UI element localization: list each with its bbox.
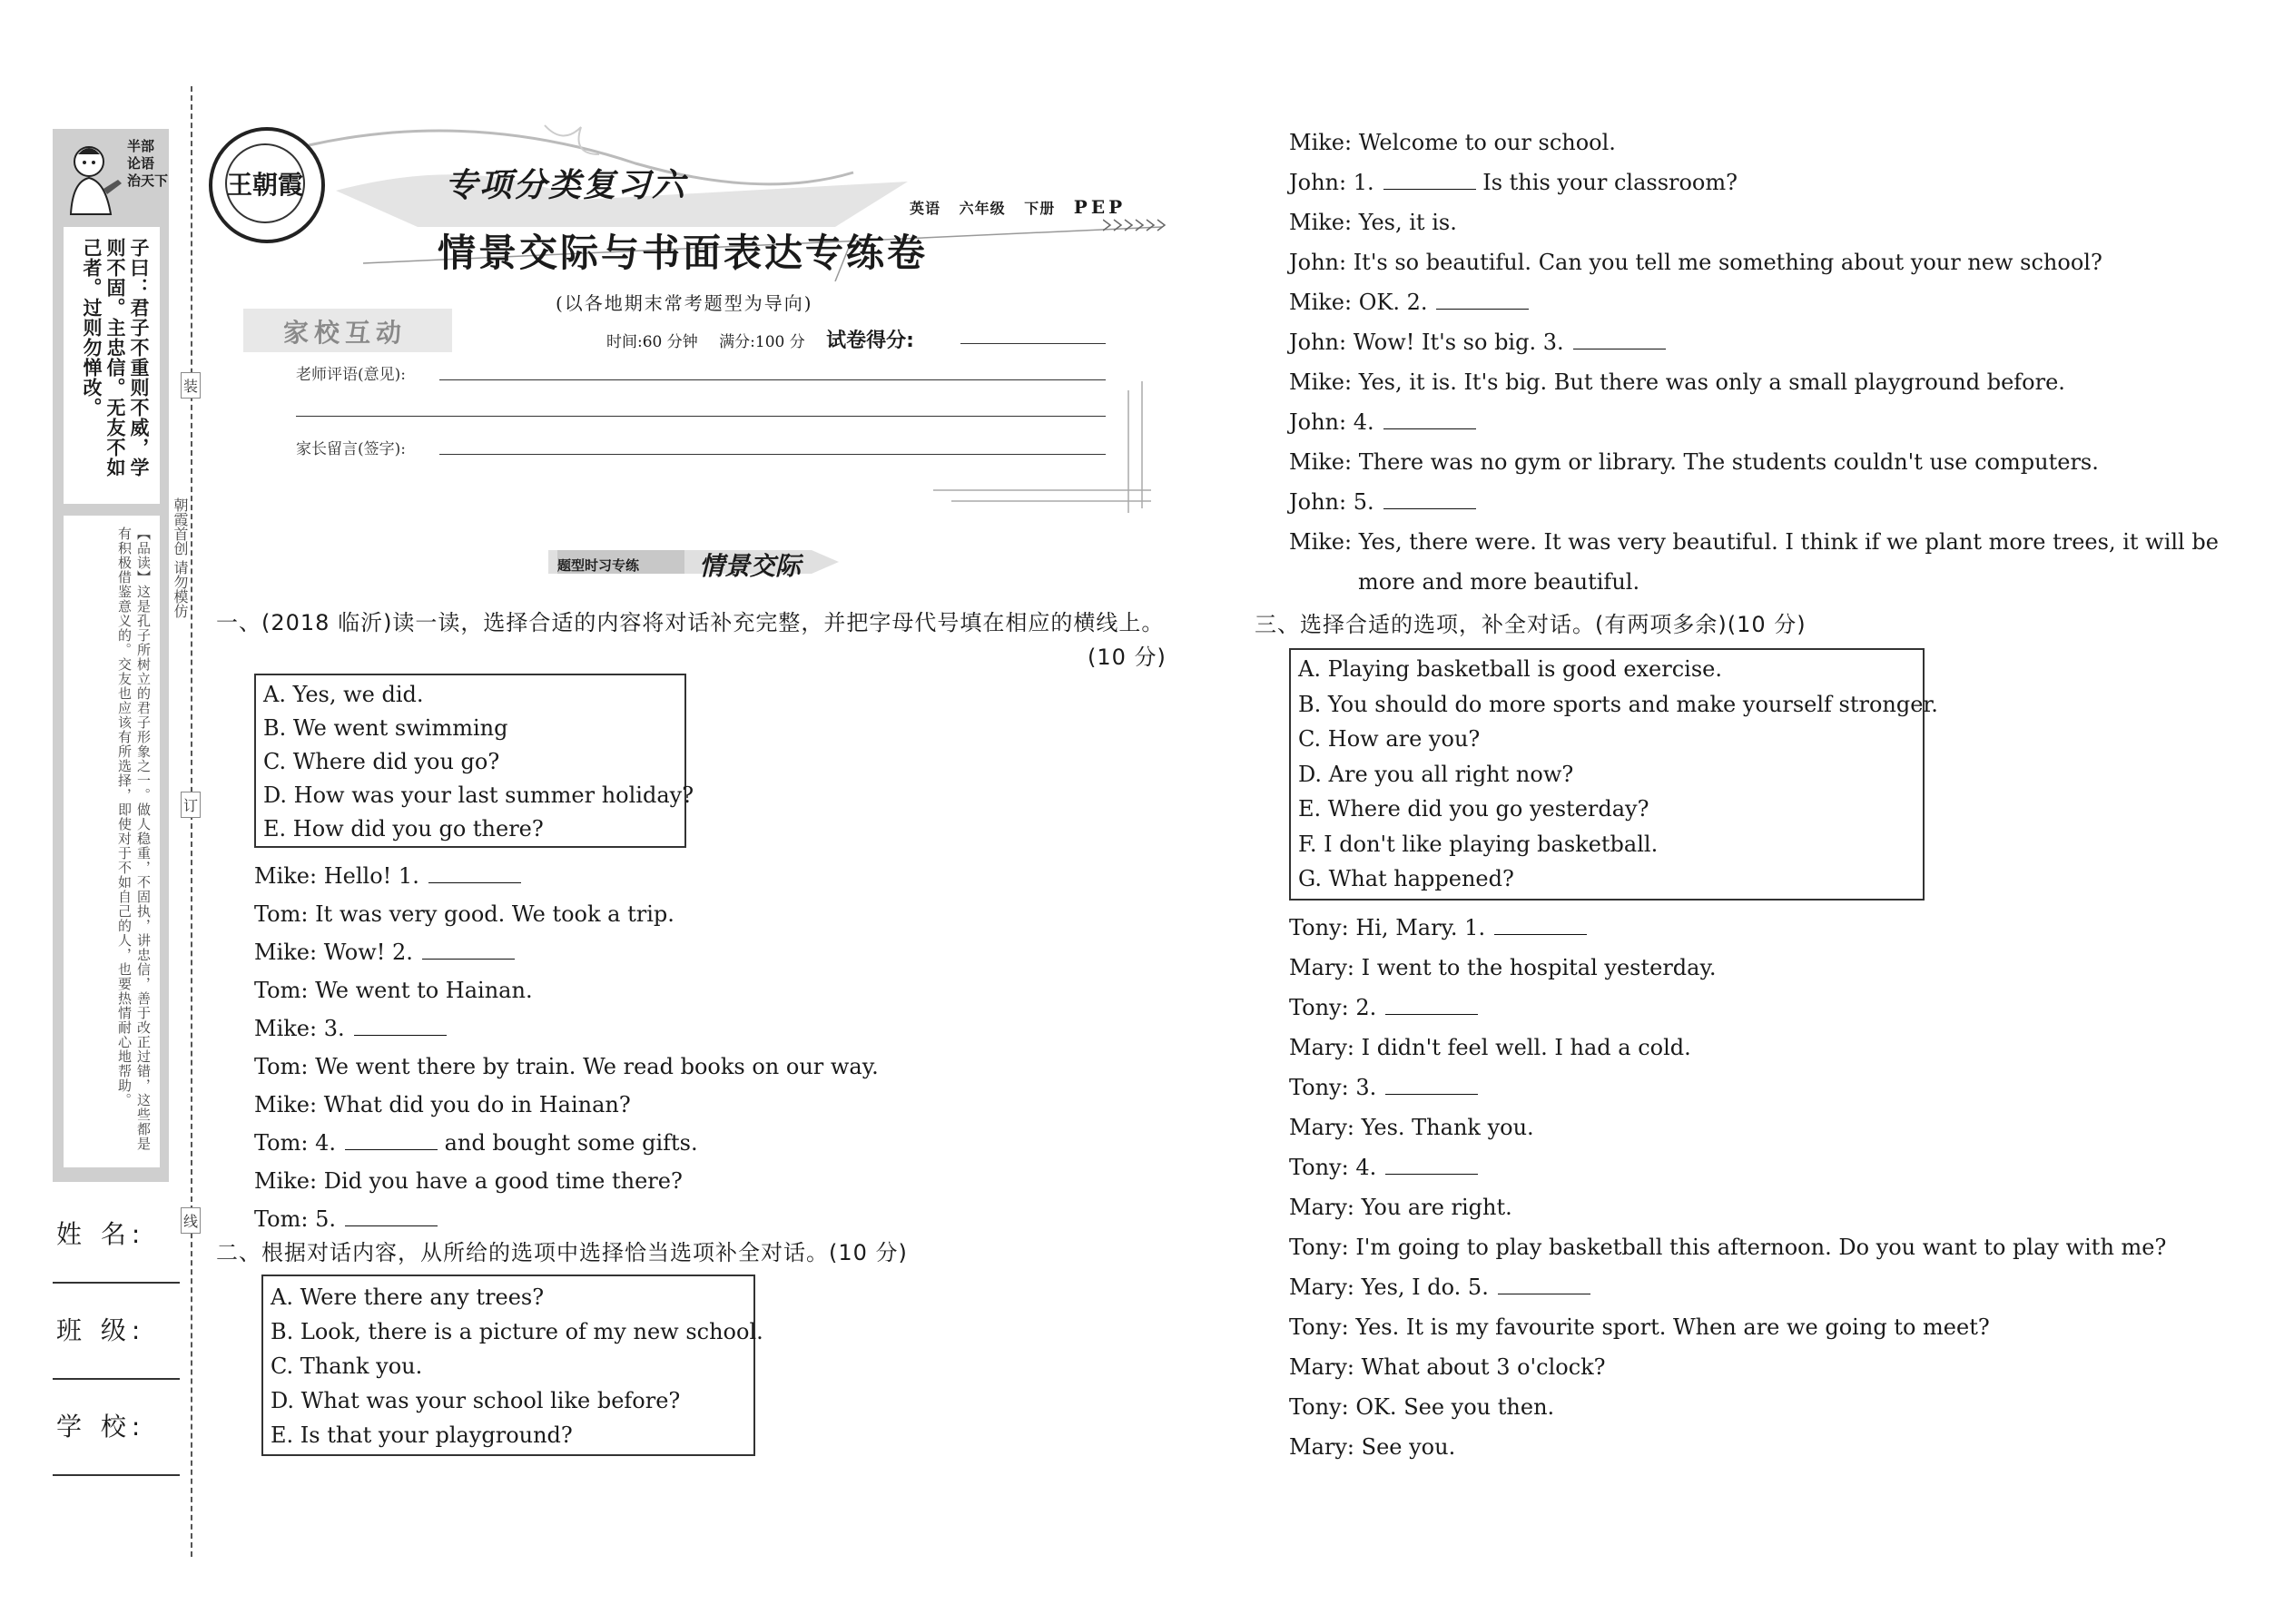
dialogue-line: Mike: Hello! 1. — [254, 857, 879, 895]
option-a: A. Were there any trees? — [271, 1284, 545, 1310]
dialogue-line: Tony: I'm going to play basketball this afternoon. Do you want to play with me? — [1289, 1235, 2167, 1260]
option-e: E. Where did you go yesterday? — [1298, 796, 1649, 822]
volume-tag: 下册 — [1024, 200, 1056, 217]
teacher-comment-field-2[interactable] — [296, 416, 1106, 417]
dialogue-line: Mary: I didn't feel well. I had a cold. — [1289, 1035, 1691, 1060]
dialogue-line: Tom: 4. and bought some gifts. — [254, 1130, 698, 1156]
dialogue-line: Tony: 3. — [1289, 1068, 2166, 1107]
dialogue-line: Mary: Yes, I do. 5. — [1289, 1267, 2166, 1307]
answer-blank[interactable] — [1385, 1173, 1478, 1175]
option-e: E. Is that your playground? — [271, 1422, 573, 1448]
time-limit: 时间:60 分钟 — [606, 333, 698, 351]
section2-options — [261, 1275, 763, 1456]
section3-dialogue — [1289, 908, 2166, 1467]
scholar-figure-icon — [58, 138, 125, 216]
motto-line: 半部 — [127, 138, 155, 154]
banner-tag: 题型时习专练 — [557, 557, 640, 574]
dialogue-line: Mike: Welcome to our school. — [1289, 130, 1616, 155]
dialogue-line: John: 5. — [1289, 482, 2219, 522]
option-e: E. How did you go there? — [263, 816, 544, 842]
option-a: A. Playing basketball is good exercise. — [1298, 656, 1722, 682]
school-field[interactable] — [53, 1474, 180, 1476]
section1-options — [254, 674, 694, 848]
option-c: C. Where did you go? — [263, 749, 500, 774]
brand-name: 王朝霞 — [225, 143, 305, 223]
dialogue-line: Mike: 3. — [254, 1009, 879, 1048]
answer-blank[interactable] — [422, 958, 515, 960]
dialogue-line: John: 4. — [1289, 402, 2219, 442]
option-d: D. How was your last summer holiday? — [263, 782, 694, 808]
option-c: C. Thank you. — [271, 1353, 423, 1379]
answer-blank[interactable] — [1385, 1093, 1478, 1095]
answer-blank[interactable] — [345, 1225, 438, 1226]
answer-blank[interactable] — [1494, 933, 1587, 935]
dialogue-line: Mary: You are right. — [1289, 1195, 1512, 1220]
answer-blank[interactable] — [1385, 1013, 1478, 1015]
dialogue-line: Tom: It was very good. We took a trip. — [254, 901, 674, 927]
grade-tag: 六年级 — [959, 200, 1006, 217]
class-field[interactable] — [53, 1378, 180, 1380]
section3-options — [1289, 648, 1938, 901]
parent-comment-label: 家长留言(签字): — [296, 440, 406, 458]
dialogue-line: John: 1. Is this your classroom? — [1289, 170, 1738, 195]
school-label: 学 校: — [56, 1412, 146, 1442]
option-c: C. How are you? — [1298, 726, 1481, 752]
section2-dialogue — [1289, 123, 2219, 602]
dialogue-line: Mary: Yes. Thank you. — [1289, 1115, 1534, 1140]
dialogue-line: Mary: I went to the hospital yesterday. — [1289, 955, 1717, 980]
answer-blank[interactable] — [428, 881, 521, 883]
option-b: B. Look, there is a picture of my new school. — [271, 1319, 763, 1344]
dialogue-line: Mary: See you. — [1289, 1434, 1456, 1460]
score-field[interactable] — [960, 343, 1106, 344]
section3-heading: 三、选择合适的选项，补全对话。(有两项多余)(10 分) — [1255, 612, 1807, 637]
option-d: D. Are you all right now? — [1298, 761, 1574, 787]
name-field[interactable] — [53, 1282, 180, 1284]
cut-line — [191, 86, 192, 1557]
dialogue-line: Mike: OK. 2. — [1289, 282, 2219, 322]
motto-line: 论语 — [127, 155, 155, 172]
parent-comment-field[interactable] — [439, 454, 1106, 455]
answer-blank[interactable] — [345, 1148, 438, 1150]
answer-blank[interactable] — [1383, 507, 1476, 509]
section1-score: (10 分) — [1088, 645, 1167, 670]
dialogue-line: Mike: Yes, there were. It was very beautiful. I think if we plant more trees, it will be — [1289, 529, 2219, 555]
answer-blank[interactable] — [1383, 188, 1476, 190]
option-f: F. I don't like playing basketball. — [1298, 831, 1659, 857]
option-a: A. Yes, we did. — [263, 682, 424, 707]
edition-tag: PEP — [1073, 196, 1127, 218]
answer-blank[interactable] — [1436, 308, 1529, 310]
dialogue-line: Tony: 2. — [1289, 988, 2166, 1028]
dialogue-line: John: Wow! It's so big. 3. — [1289, 322, 2219, 362]
banner-title: 情景交际 — [699, 551, 802, 581]
name-label: 姓 名: — [56, 1219, 146, 1249]
arrow-chevrons-icon — [1103, 218, 1171, 232]
option-d: D. What was your school like before? — [271, 1388, 681, 1413]
dialogue-line: Mike: Did you have a good time there? — [254, 1168, 683, 1194]
cut-word: 装 — [181, 372, 201, 399]
meta-strip — [910, 196, 1138, 218]
answer-blank[interactable] — [1383, 428, 1476, 429]
teacher-comment-label: 老师评语(意见): — [296, 366, 406, 384]
quote-box — [64, 227, 160, 504]
teacher-comment-field[interactable] — [439, 379, 1106, 380]
cut-word: 线 — [181, 1207, 201, 1234]
copyright-note: 朝霞首创 请勿模仿 — [172, 497, 189, 619]
reading-box — [64, 516, 160, 1167]
exam-info — [606, 325, 930, 353]
option-b: B. You should do more sports and make yourself stronger. — [1298, 691, 1938, 717]
subtitle: (以各地期末常考题型为导向) — [556, 292, 813, 314]
motto-text — [127, 138, 168, 190]
answer-blank[interactable] — [1498, 1293, 1590, 1294]
dialogue-line: Tom: We went to Hainan. — [254, 978, 533, 1003]
section1-heading: 一、(2018 临沂)读一读，选择合适的内容将对话补充完整，并把字母代号填在相应的横线上。 — [216, 610, 1165, 635]
dialogue-line: Tom: We went there by train. We read books on our way. — [254, 1054, 879, 1079]
dialogue-line: Tony: Hi, Mary. 1. — [1289, 908, 2166, 948]
subject-tag: 英语 — [910, 200, 941, 217]
dialogue-line: Mary: What about 3 o'clock? — [1289, 1354, 1606, 1380]
reading-note: 【品读】这是孔子所树立的君子形象之一。做人稳重，不固执，讲忠信，善于改正过错，这些都是有积极借鉴意义的。交友也应该有所选择，即使对于不如自己的人，也要热情耐心地帮助。 — [116, 527, 152, 1151]
full-score: 满分:100 分 — [719, 333, 805, 351]
dialogue-line: Mike: Wow! 2. — [254, 933, 879, 971]
confucius-quote: 子曰：君子不重则不威，学则不固。主忠信。无友不如己者。过则勿惮改。 — [81, 238, 150, 477]
dialogue-line: Mike: What did you do in Hainan? — [254, 1092, 631, 1117]
dialogue-line: Tony: 4. — [1289, 1147, 2166, 1187]
page-title: 情景交际与书面表达专练卷 — [438, 231, 929, 275]
home-school-label: 家校互动 — [283, 318, 408, 348]
motto-line: 治天下 — [127, 172, 169, 189]
dialogue-line: Mike: Yes, it is. It's big. But there was only a small playground before. — [1289, 369, 2065, 395]
cut-word: 订 — [181, 792, 201, 818]
option-b: B. We went swimming — [263, 715, 508, 741]
section2-heading: 二、根据对话内容，从所给的选项中选择恰当选项补全对话。(10 分) — [216, 1240, 908, 1265]
class-label: 班 级: — [56, 1315, 146, 1345]
dialogue-line: John: It's so beautiful. Can you tell me something about your new school? — [1289, 250, 2102, 275]
series-title: 专项分类复习六 — [445, 167, 687, 204]
dialogue-line: Tom: 5. — [254, 1200, 879, 1238]
answer-blank[interactable] — [1573, 348, 1666, 349]
answer-blank[interactable] — [354, 1034, 447, 1036]
option-g: G. What happened? — [1298, 866, 1514, 891]
dialogue-line: more and more beautiful. — [1358, 569, 1640, 595]
section1-dialogue — [254, 857, 879, 1238]
dialogue-line: Mike: Yes, it is. — [1289, 210, 1457, 235]
score-label: 试卷得分: — [826, 330, 914, 352]
dialogue-line: Mike: There was no gym or library. The students couldn't use computers. — [1289, 449, 2099, 475]
dialogue-line: Tony: Yes. It is my favourite sport. When are we going to meet? — [1289, 1314, 1990, 1340]
dialogue-line: Tony: OK. See you then. — [1289, 1394, 1555, 1420]
